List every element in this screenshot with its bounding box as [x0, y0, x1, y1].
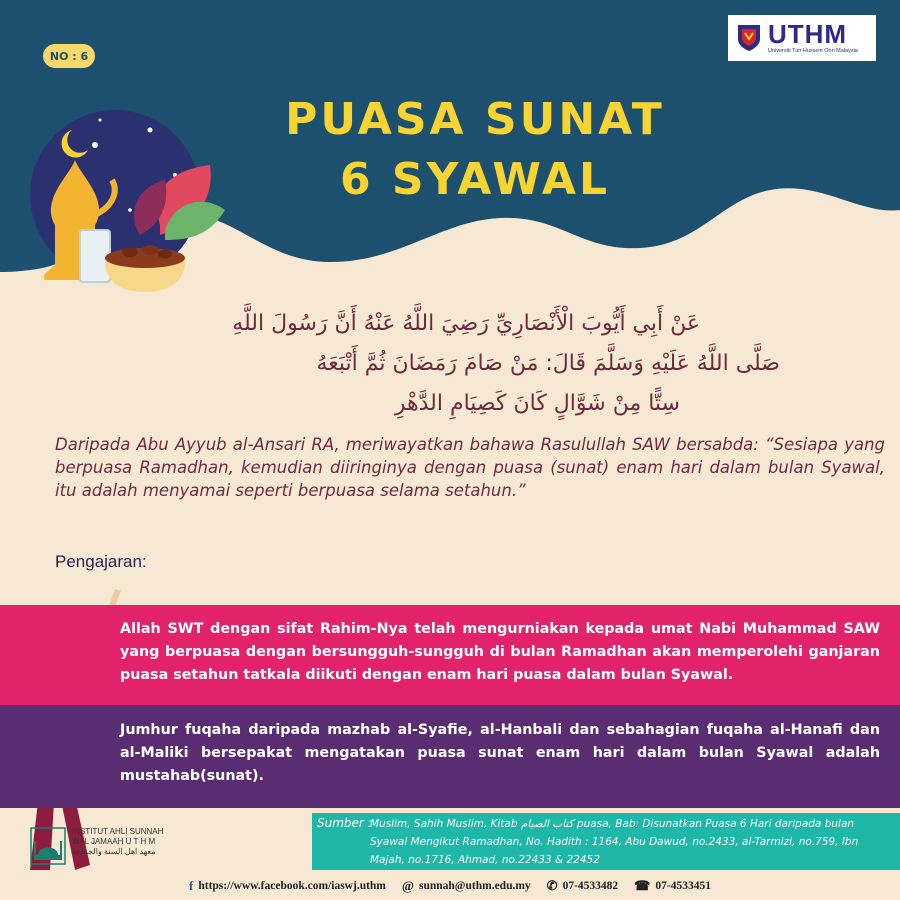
logo-sub-text: Universiti Tun Hussein Onn Malaysia [768, 48, 858, 54]
email-address[interactable]: sunnah@uthm.edu.my [418, 880, 531, 892]
phone-number[interactable]: 07-4533482 [562, 880, 619, 892]
lesson-text-2: Jumhur fuqaha daripada mazhab al-Syafie, al-Hanbali dan sebahagian fuqaha al-Hanafi dan al-Maliki bersepakat mengatakan puasa sunat enam hari dalam bulan Syawal adalah mustahab(sunat). [120, 722, 880, 784]
arabic-hadith-line-1: عَنْ أَبِي أَيُّوبَ الْأَنْصَارِيِّ رَضِيَ اللَّهُ عَنْهُ أَنَّ رَسُولَ اللَّهِ [232, 311, 700, 336]
logo-main-text: UTHM [768, 19, 848, 49]
lesson-band-2 [0, 705, 900, 808]
post-number-badge: NO : 6 [43, 44, 95, 68]
title-line-1: PUASA SUNAT [285, 94, 665, 145]
uthm-logo [728, 15, 876, 61]
institute-name-line-1: INSTITUT AHLI SUNNAH [72, 827, 164, 836]
footer-facebook[interactable] [189, 878, 386, 894]
phone-icon: ✆ [546, 878, 558, 893]
institute-logo [30, 825, 190, 869]
fax-icon: ☎ [634, 878, 651, 893]
source-text: Muslim, Sahih Muslim, Kitab كتاب الصيام puasa, Bab: Disunatkan Puasa 6 Hari daripada bulan Syawal Mengikut Ramadhan, No. Hadith : 1164, Abu Dawud, no.2433, al-Tarmizi, no.759, Ibn Majah, no.1716, Ahmad, no.22433 & 22452 [370, 818, 859, 866]
hadith-translation: Daripada Abu Ayyub al-Ansari RA, meriwayatkan bahawa Rasulullah SAW bersabda: “Sesiapa yang berpuasa Ramadhan, kemudian diiringinya dengan puasa (sunat) enam hari dalam bulan Syawal, itu adalah menyamai seperti berpuasa selama setahun.” [55, 435, 885, 500]
uthm-shield-icon [736, 23, 762, 53]
source-label: Sumber : [317, 816, 372, 830]
lesson-band-1 [0, 605, 900, 705]
facebook-url[interactable]: https://www.facebook.com/iaswj.uthm [198, 880, 386, 892]
email-icon: @ [401, 878, 414, 893]
facebook-icon: f [189, 878, 194, 893]
mosque-icon [30, 827, 66, 865]
arabic-hadith-line-2: صَلَّى اللَّهُ عَلَيْهِ وَسَلَّمَ قَالَ: مَنْ صَامَ رَمَضَانَ ثُمَّ أَتْبَعَهُ [316, 351, 780, 376]
source-box [312, 813, 900, 870]
footer-fax[interactable] [634, 878, 711, 894]
contact-footer [0, 875, 900, 897]
footer-email[interactable] [402, 878, 531, 894]
institute-name-line-3: معهد اهل السنة والجماعة [72, 847, 156, 856]
footer-phone[interactable] [547, 878, 619, 894]
lesson-text-1: Allah SWT dengan sifat Rahim-Nya telah mengurniakan kepada umat Nabi Muhammad SAW yang berpuasa dengan bersungguh-sungguh di bulan Ramadhan akan memperolehi ganjaran puasa setahun tatkala diikuti dengan enam hari puasa dalam bulan Syawal. [120, 621, 880, 683]
title-line-2: 6 SYAWAL [340, 154, 610, 205]
arabic-hadith-line-3: سِتًّا مِنْ شَوَّالٍ كَانَ كَصِيَامِ الدَّهْرِ [394, 391, 680, 416]
fax-number[interactable]: 07-4533451 [655, 880, 711, 892]
institute-name-line-2: WAL JAMAAH U T H M [72, 837, 156, 846]
pengajaran-heading: Pengajaran: [55, 552, 147, 571]
